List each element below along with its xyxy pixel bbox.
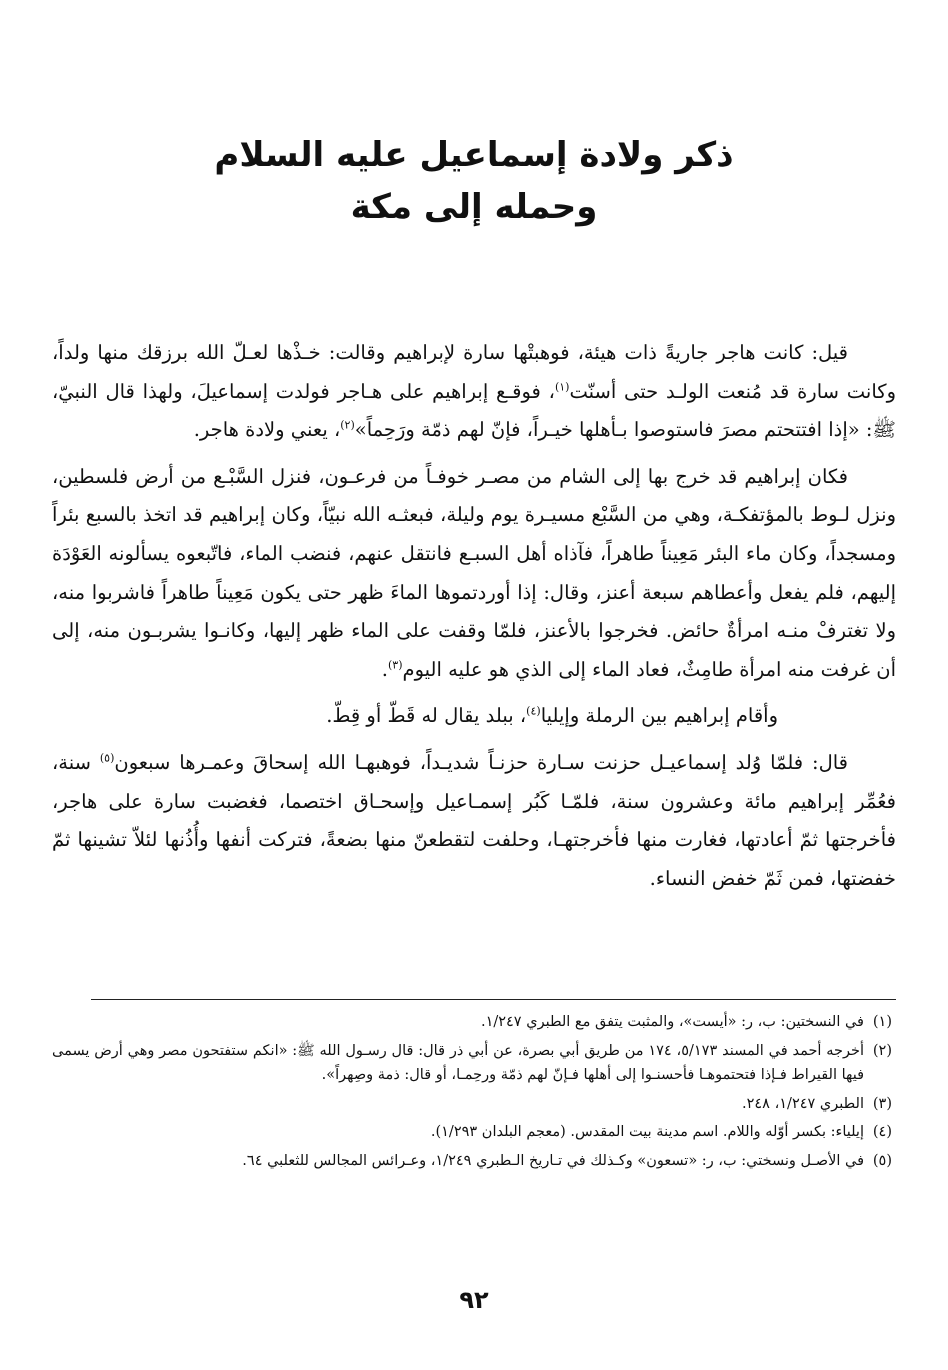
footnote-number: (٣) (872, 1095, 892, 1112)
footnote-number: (٥) (872, 1152, 892, 1169)
text-run: ، ببلد يقال له قَطّ أو قِطّ. (326, 704, 527, 728)
footnote-3 (52, 1092, 892, 1117)
chapter-title-line-2: وحمله إلى مكة (350, 187, 598, 227)
footnote-2 (52, 1039, 892, 1088)
footnote-text: أخرجه أحمد في المسند ٥/١٧٣، ١٧٤ من طريق أبي بصرة، عن أبي ذر قال: قال رسـول الله ﷺ: «انكم ستفتحون مصر وهي أرض يسمى فيها القيراط فـإذا فتحتموهـا فأحسنـوا إلى أهلها فـإنّ لهم ذمّة ورحِمـا، أو قال: ذمة وصِهراً». (52, 1042, 864, 1083)
footnote-text: في النسختين: ب، ر: «أيست»، والمثبت يتفق مع الطبري ١/٢٤٧. (480, 1014, 864, 1030)
footnote-reference: (٤) (526, 704, 541, 718)
footnote-5 (52, 1149, 892, 1174)
text-run: قال: فلمّا وُلد إسماعيـل حزنت سـارة حزنـاً شديـداً، فوهبهـا الله إسحاقَ وعمـرها سبعون (114, 750, 849, 774)
footnote-number: (٤) (872, 1124, 892, 1140)
text-run: قيل: كانت هاجر جاريةً ذات هيئة، فوهبتْها سارة لإبراهيم وقالت: خـذْها لعـلّ الله برزقك منها ولداً، وكانت سارة قد مُنعت الولـد حتى أسنّت (52, 341, 896, 403)
footnote-text: في الأصـل ونسختي: ب، ر: «تسعون» وكـذلك في تـاريخ الـطبري ١/٢٤٩، وعـرائس المجالس للثعلبي ٦٤. (242, 1152, 864, 1169)
footnote-text: الطبري ١/٢٤٧، ٢٤٨. (741, 1095, 864, 1112)
footnote-number: (١) (872, 1014, 892, 1030)
footnote-divider (91, 999, 896, 1000)
paragraph-3 (52, 697, 896, 736)
footnote-text: إيلياء: بكسر أوّله واللام. اسم مدينة بيت المقدس. (معجم البلدان ١/٢٩٣). (430, 1124, 864, 1140)
paragraph-2 (52, 458, 896, 690)
footnote-reference: (٣) (388, 658, 403, 672)
text-run: ، فوقـع إبراهيم على هـاجر فولدت إسماعيلَ، ولهذا قال النبيّ، ﷺ: «إذا افتتحتم مصرَ فاستوصوا بـأهلها خيـراً، فإنّ لهم ذمّة ورَحِماً» (52, 379, 896, 442)
footnote-reference: (٥) (99, 751, 115, 765)
footnote-reference: (١) (554, 380, 570, 394)
footnote-4 (52, 1120, 892, 1145)
text-run: . (381, 657, 388, 681)
chapter-title-line-1: ذكر ولادة إسماعيل عليه السلام (214, 135, 734, 175)
text-run: وأقام إبراهيم بين الرملة وإيليا (540, 704, 778, 728)
text-run: سنة، فعُمِّر إبراهيم مائة وعشرون سنة، فلمّـا كَبُر إسمـاعيل وإسحـاق اختصما، فغضبت سارة على هاجر، فأخرجتها ثمّ أعادتها، فغارت منها فأخرجتهـا، وحلفت لتقطعنّ منها بضعةً، فتركت أنفها وأُذُنها لئلاّ تشينها ثمّ خفضتها، فمن ثَمّ خفض النساء. (52, 750, 896, 890)
footnote-number: (٢) (872, 1042, 892, 1059)
body-text (52, 334, 896, 906)
footnote-1 (52, 1010, 892, 1035)
text-run: فكان إبراهيم قد خرج بها إلى الشام من مصـر خوفـاً من فرعـون، فنزل السَّبْـع من أرض فلسطين، ونزل لـوط بالمؤتفكـة، وهي من السَّبْع مسيـرة يوم وليلة، فبعثـه الله نبيّاً، وكان إبراهيم قد اتخذ بالسبع بئراً ومسجداً، وكان ماء البئر مَعِيناً طاهراً، فآذاه أهل السبـع فانتقل عنهم، فنضب الماء، فاتّبعوه يسألونه العَوْدَة إليهم، فلم يفعل وأعطاهم سبعة أعنز، وقال: إذا أوردتموها الماءَ ظهر حتى يكون مَعِيناً طاهراً فاشربوا منه، ولا تغترفْ منـه امرأةٌ حائض. فخرجوا بالأعنز، فلمّا وقفت على الماء ظهر إليها، وكانـوا يشربـون منه، إلى أن غرفت منه امرأة طامِثٌ، فعاد الماء إلى الذي هو عليه اليوم (52, 464, 896, 681)
page-number: ٩٢ (459, 1286, 489, 1314)
footnotes (52, 1010, 892, 1177)
footnote-reference: (٢) (340, 418, 355, 432)
text-run: ، يعني ولادة هاجر. (193, 418, 341, 442)
paragraph-1 (52, 334, 896, 450)
paragraph-4 (52, 744, 896, 898)
